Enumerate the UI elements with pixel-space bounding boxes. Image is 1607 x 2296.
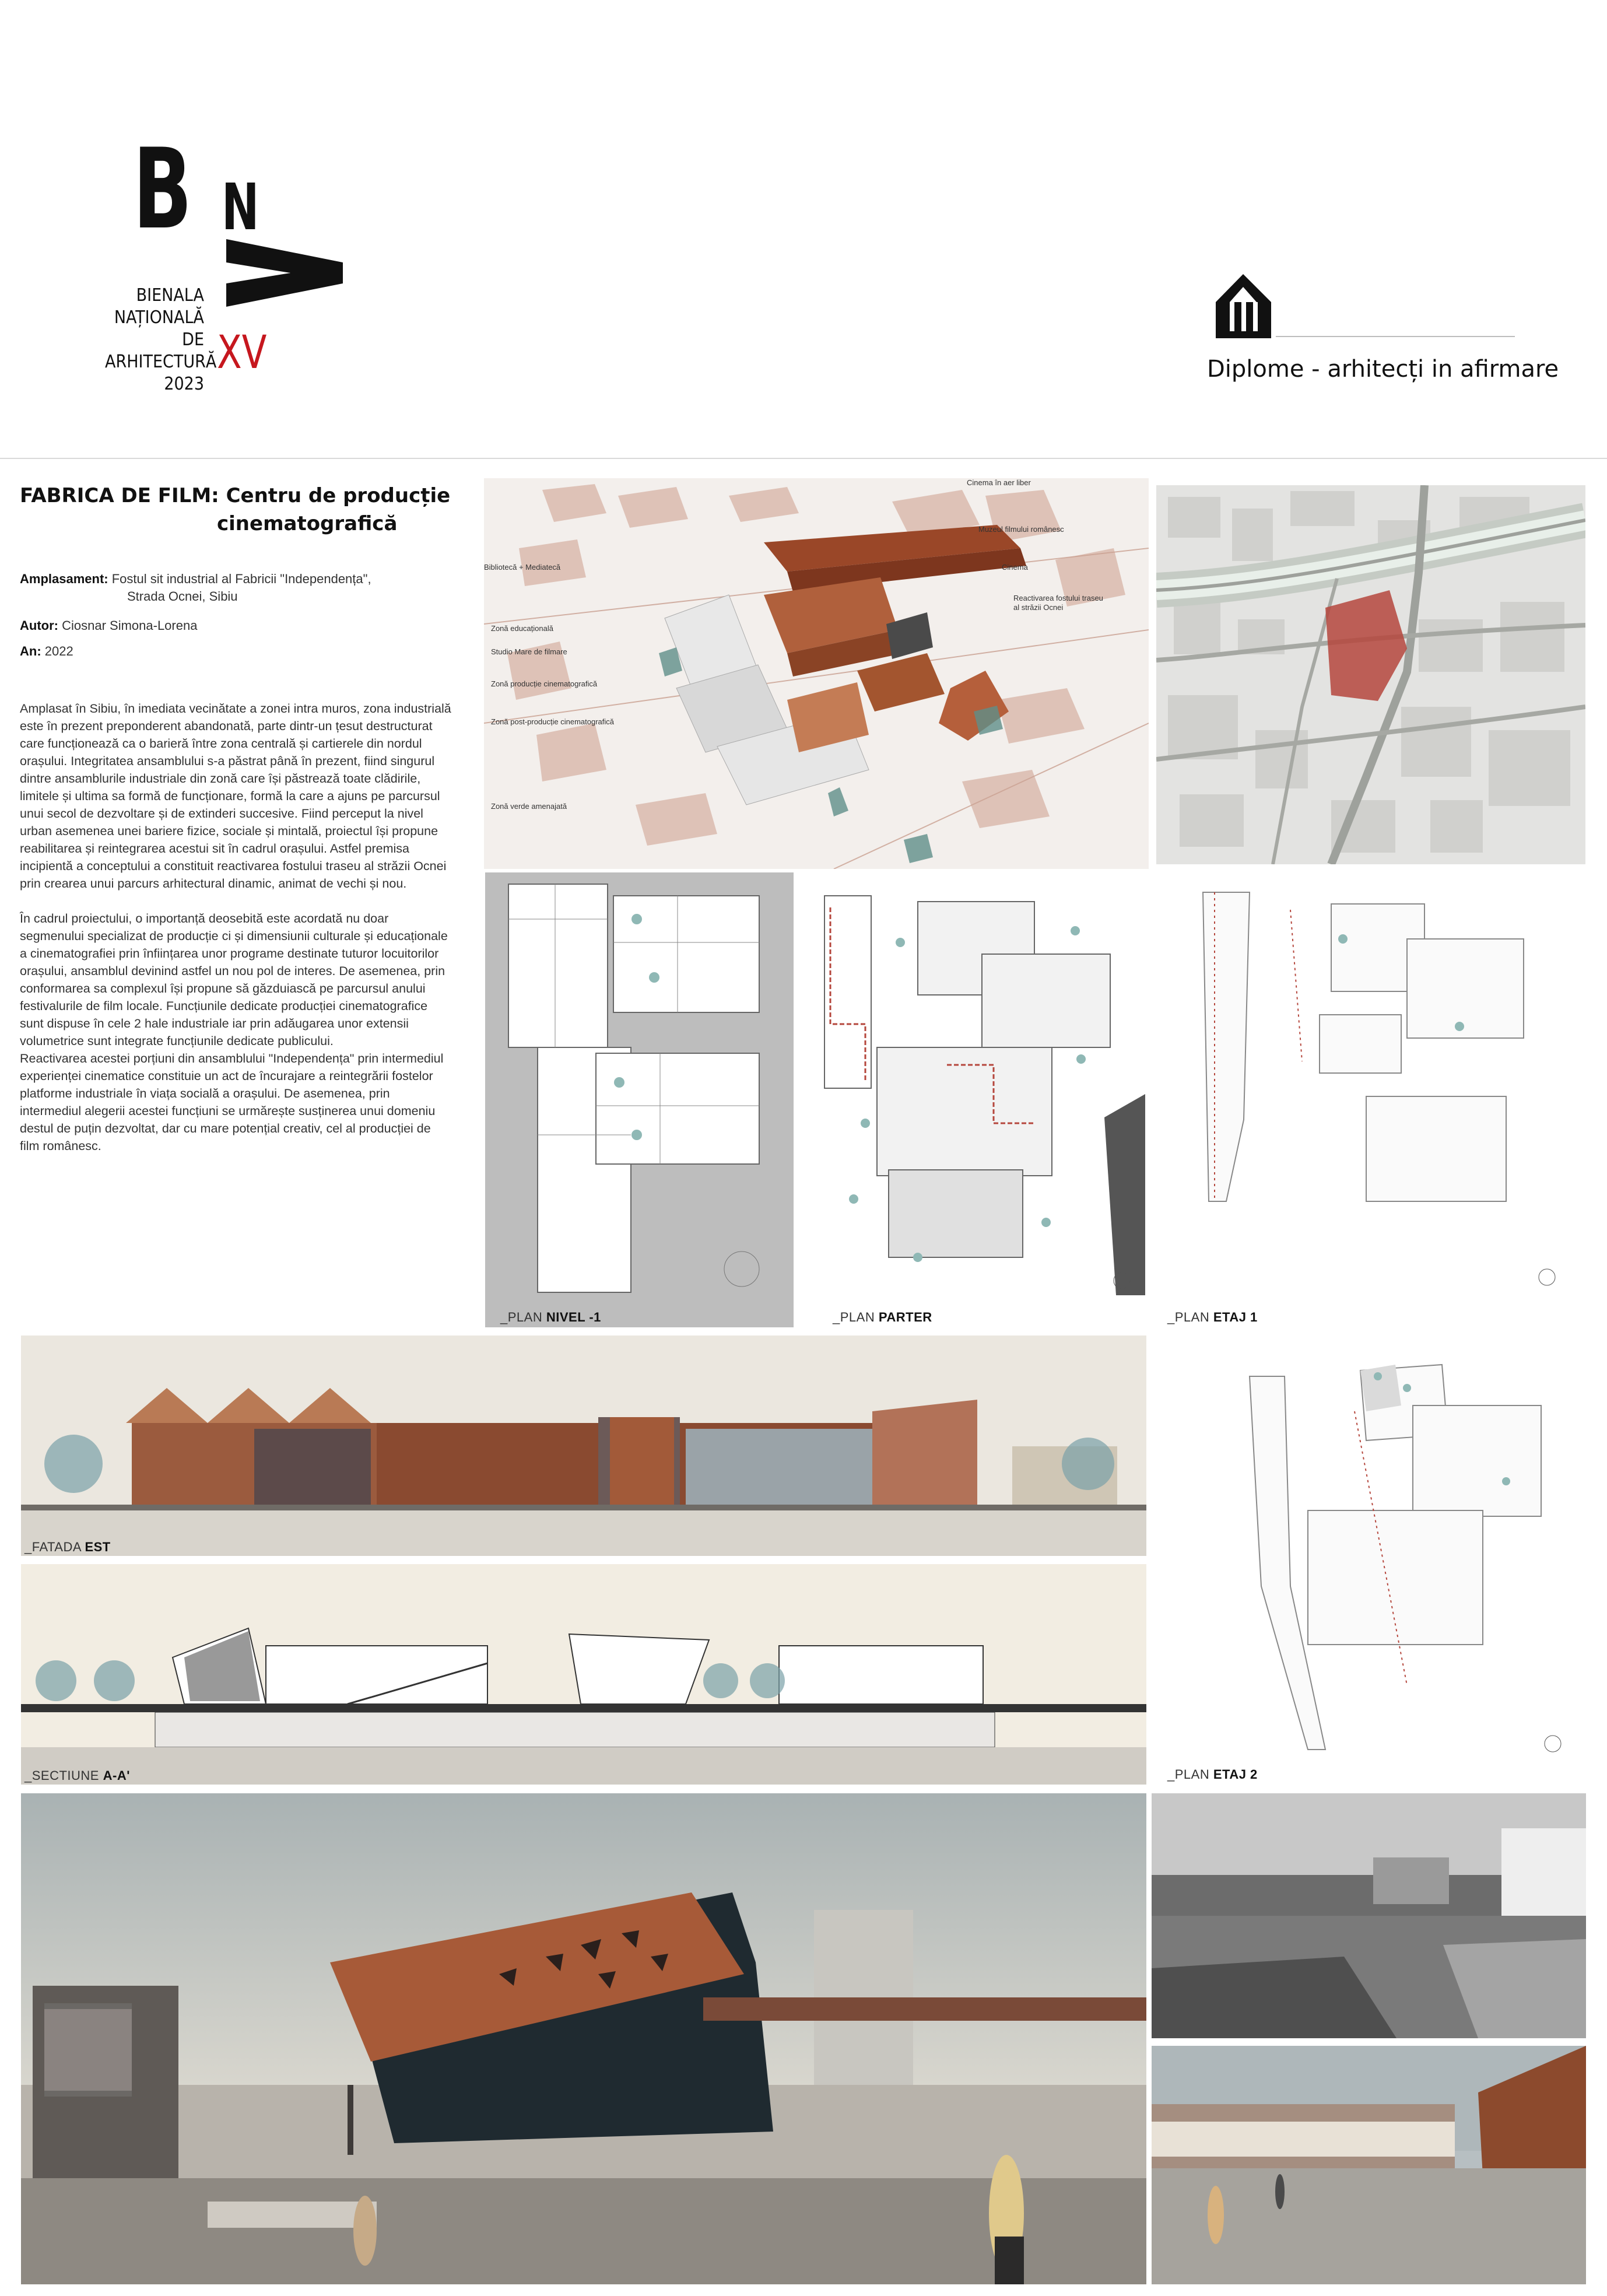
facade-east: [21, 1335, 1146, 1556]
year-field: [20, 643, 475, 660]
plan-basement: [485, 872, 794, 1327]
project-description: [20, 700, 451, 1172]
axo-label: Studio Mare de filmare: [491, 647, 567, 656]
pencil-house-icon: [1216, 274, 1271, 338]
plan-floor2: [1215, 1341, 1576, 1761]
header-rule: [1276, 336, 1515, 337]
author-label: Autor:: [20, 618, 58, 633]
logo-line: BIENALA: [136, 285, 204, 306]
axo-label: Zonă educațională: [491, 624, 553, 633]
site-map: [1156, 485, 1585, 864]
caption-prefix: _FATADA: [24, 1540, 81, 1554]
axo-label: Cinema: [1002, 563, 1028, 572]
caption-plan-basement: [500, 1310, 601, 1325]
caption-name: A-A': [103, 1768, 130, 1783]
title-line: cinematografică: [217, 512, 398, 535]
axonometric-view: [484, 478, 1149, 869]
location-field: [20, 570, 475, 605]
plan-ground: [801, 872, 1145, 1295]
description-paragraph: În cadrul proiectului, o importanță deosebită este acordată nu doar segmenului specializat de producție ci și dimensiunii culturale și educaționale a cinematografiei prin înființarea unor programe destinate tuturor locuitorilor orașului, ansamblul devinind astfel un nou pol de interes. De asemenea, prin conformarea sa complexul își propune să găzduiască pe parcursul anului festivalurile de film locale. Funcțiunile dedicate producției cinematografice sunt dispuse în cele 2 hale industriale iar prin adăugarea unor extensii volumetrice sunt integrate funcțiunile dedicate publicului.: [20, 912, 448, 1048]
axonometric-labels-left: [484, 563, 717, 814]
location-label: Amplasament:: [20, 572, 108, 586]
courtyard-render: [1152, 2046, 1586, 2284]
logo-line: DE: [182, 329, 204, 350]
header-divider: [0, 458, 1607, 459]
location-value: Strada Ocnei, Sibiu: [127, 589, 238, 604]
axonometric-labels-right: [967, 478, 1149, 624]
author-field: [20, 617, 475, 635]
exterior-render: [21, 1793, 1146, 2284]
caption-prefix: _PLAN: [1167, 1767, 1210, 1782]
caption-plan-floor2: [1167, 1767, 1258, 1782]
axo-label: Zonă verde amenajată: [491, 802, 567, 811]
project-title: [20, 482, 475, 538]
axo-label: Cinema în aer liber: [967, 478, 1031, 487]
axo-label: Muzeul filmului românesc: [978, 525, 1064, 534]
caption-prefix: _PLAN: [1167, 1310, 1210, 1324]
logo-edition: XV: [217, 327, 267, 379]
logo-line: 2023: [164, 374, 204, 394]
axo-label: Bibliotecă + Mediatecă: [484, 563, 561, 572]
axo-label: Reactivarea fostului traseu al străzii Ocnei: [1013, 594, 1103, 612]
title-line: FABRICA DE FILM: Centru de producție: [20, 484, 451, 507]
caption-plan-ground: [833, 1310, 932, 1325]
caption-section: [24, 1768, 130, 1783]
axo-label: Zonă producție cinematografică: [491, 679, 598, 688]
description-paragraph: Amplasat în Sibiu, în imediata vecinătate a zonei intra muros, zona industrială este în prezent preponderent abandonată, parte dintr-un țesut destructurat care funcționează ca o barieră între zona centrală și cartierele din nordul orașului. Integritatea ansamblului s-a păstrat până în prezent, fiind singurul dintre ansamblurile industriale din zonă care își păstrează toate clădirile, limitele și ultima sa formă de funcționare, formă la care a ajuns pe parcursul unui secol de dezvoltare și de extinderi succesive. Fiind perceput la nivel urban asemenea unei bariere fizice, sociale și mintală, proiectul își propune reabilitarea și reintegrarea acestui sit în cadrul orașului. Astfel premisa incipientă a conceptului a constituit reactivarea fostului traseu al străzii Ocnei prin crearea unui parcurs arhitectural dinamic, animat de vechi și nou.: [20, 702, 451, 891]
logo-letter-b: B: [133, 125, 190, 254]
axo-label: Zonă post-producție cinematografică: [491, 717, 615, 726]
logo-line: ARHITECTURĂ: [105, 352, 217, 372]
author-value: Ciosnar Simona-Lorena: [62, 618, 198, 633]
caption-facade: [24, 1540, 111, 1555]
caption-prefix: _SECTIUNE: [24, 1768, 99, 1783]
caption-name: NIVEL -1: [546, 1310, 601, 1324]
plan-floor1: [1156, 875, 1576, 1298]
caption-name: ETAJ 2: [1213, 1767, 1258, 1782]
year-label: An:: [20, 644, 41, 658]
section-aa: [21, 1564, 1146, 1785]
year-value: 2022: [44, 644, 73, 658]
location-value: Fostul sit industrial al Fabricii "Independența",: [111, 572, 371, 586]
caption-name: ETAJ 1: [1213, 1310, 1258, 1324]
logo-line: NAȚIONALĂ: [114, 307, 204, 328]
description-paragraph: Reactivarea acestei porțiuni din ansamblului "Independența" prin intermediul experienței cinematice constituie un act de încurajare a reintegrării fostelor platforme industriale în viața socială a orașului. De asemenea, prin intermediul alegerii acestei funcțiuni se urmărește susținerea unui domeniu destul de puțin dezvoltat, dar cu mare potențial creativ, cel al producției de film românesc.: [20, 1051, 444, 1153]
logo-letter-n: N: [222, 170, 259, 244]
caption-prefix: _PLAN: [833, 1310, 875, 1324]
logo-letter-a: [226, 233, 343, 309]
logo-text: [105, 285, 217, 395]
caption-prefix: _PLAN: [500, 1310, 543, 1324]
caption-name: PARTER: [878, 1310, 932, 1324]
site-photo: [1152, 1793, 1586, 2038]
caption-plan-floor1: [1167, 1310, 1258, 1325]
section-label: Diplome - arhitecți in afirmare: [1207, 356, 1559, 383]
caption-name: EST: [85, 1540, 111, 1554]
